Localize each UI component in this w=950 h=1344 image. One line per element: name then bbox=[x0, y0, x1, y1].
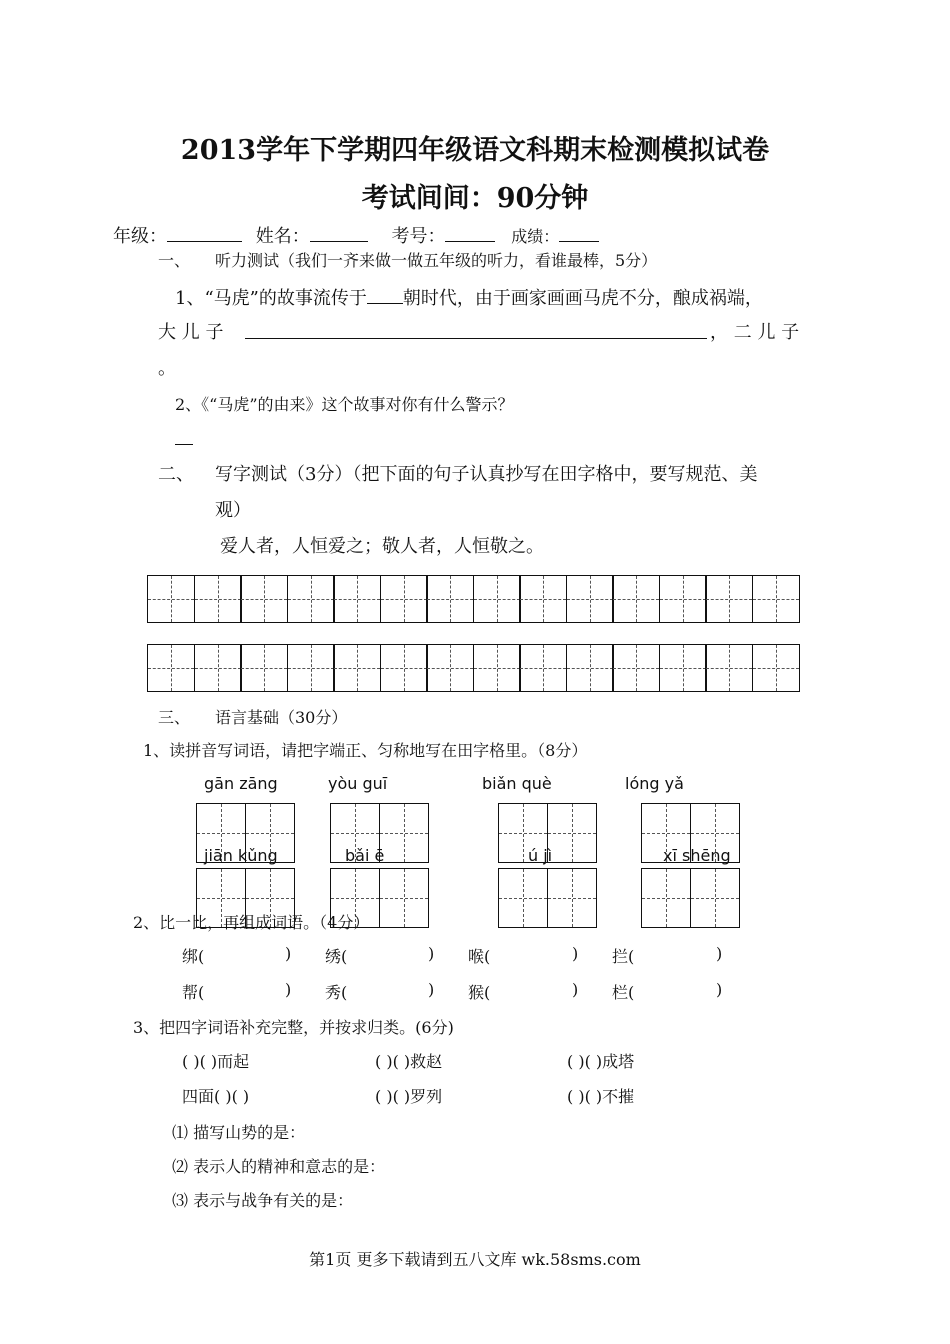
section2-number: 二、 bbox=[158, 464, 194, 485]
word-box-2[interactable] bbox=[330, 803, 427, 863]
student-info-row bbox=[113, 222, 599, 248]
word-box-7[interactable] bbox=[498, 868, 595, 928]
pinyin-1: gān zāng bbox=[204, 774, 278, 793]
idiom-1: ( )( )而起 bbox=[182, 1052, 250, 1071]
compare-close-1: ) bbox=[285, 944, 292, 963]
q3-sub-1: ⑴ 描写山势的是： bbox=[172, 1123, 306, 1142]
grade-field[interactable] bbox=[167, 223, 242, 242]
idiom-5: ( )( )罗列 bbox=[375, 1087, 443, 1106]
section1-q1-line1 bbox=[175, 284, 763, 310]
pinyin-5: jiān kǔng bbox=[204, 846, 278, 865]
section3-q3: 3、把四字词语补充完整，并按求归类。(6分) bbox=[133, 1018, 454, 1037]
name-field[interactable] bbox=[310, 223, 368, 242]
q2-answer-blank[interactable] bbox=[175, 444, 193, 445]
name-label: 姓名： bbox=[255, 226, 310, 247]
compare-char-8: 栏( bbox=[612, 983, 635, 1002]
q3-sub-2: ⑵ 表示人的精神和意志的是： bbox=[172, 1157, 386, 1176]
section2-heading: 写字测试（3分）（把下面的句子认真抄写在田字格中，要写规范、美 bbox=[215, 464, 758, 485]
compare-close-8: ) bbox=[716, 980, 723, 999]
eldest-son-blank[interactable] bbox=[245, 338, 707, 339]
page-footer: 第1页 更多下载请到五八文库 wk.58sms.com bbox=[309, 1250, 641, 1269]
score-label: 成绩： bbox=[511, 227, 560, 246]
pinyin-2: yòu guī bbox=[328, 774, 388, 793]
word-box-3[interactable] bbox=[498, 803, 595, 863]
word-box-4[interactable] bbox=[641, 803, 738, 863]
compare-close-4: ) bbox=[716, 944, 723, 963]
pinyin-4: lóng yǎ bbox=[625, 774, 684, 793]
idiom-6: ( )( )不摧 bbox=[567, 1087, 635, 1106]
section3-number: 三、 bbox=[158, 708, 191, 727]
pinyin-7: ú jì bbox=[528, 846, 553, 865]
q3-sub-3: ⑶ 表示与战争有关的是： bbox=[172, 1191, 354, 1210]
q1-text-d: ， 二 儿 子 bbox=[710, 322, 800, 343]
compare-char-1: 绑( bbox=[182, 947, 205, 966]
section2-heading-cont: 观） bbox=[215, 500, 251, 521]
exam-duration: 考试间间：90分钟 bbox=[361, 183, 589, 214]
compare-close-6: ) bbox=[428, 980, 435, 999]
page-title: 2013学年下学期四年级语文科期末检测模拟试卷 bbox=[180, 135, 770, 166]
compare-char-3: 喉( bbox=[468, 947, 491, 966]
compare-char-5: 帮( bbox=[182, 983, 205, 1002]
compare-char-6: 秀( bbox=[325, 983, 348, 1002]
compare-close-3: ) bbox=[572, 944, 579, 963]
section3-q1: 1、读拼音写词语，请把字端正、匀称地写在田字格里。（8分） bbox=[143, 741, 588, 760]
idiom-3: ( )( )成塔 bbox=[567, 1052, 635, 1071]
pinyin-6: bǎi ē bbox=[345, 846, 385, 865]
q1-text-c: 大 儿 子 bbox=[158, 322, 224, 343]
number-label: 考号： bbox=[391, 226, 446, 247]
dynasty-blank[interactable] bbox=[367, 285, 403, 304]
writing-grid-row-2[interactable] bbox=[147, 644, 798, 692]
writing-grid-row-1[interactable] bbox=[147, 575, 798, 623]
pinyin-8: xī shēng bbox=[663, 846, 731, 865]
word-box-1[interactable] bbox=[196, 803, 293, 863]
idiom-2: ( )( )救赵 bbox=[375, 1052, 443, 1071]
compare-char-4: 拦( bbox=[612, 947, 635, 966]
compare-close-7: ) bbox=[572, 980, 579, 999]
section1-q2: 2、《“马虎”的由来》这个故事对你有什么警示？ bbox=[175, 395, 514, 414]
pinyin-3: biǎn què bbox=[482, 774, 552, 793]
section3-heading: 语言基础（30分） bbox=[215, 708, 348, 727]
q1-text-a: 1、“马虎”的故事流传于 bbox=[175, 288, 367, 309]
q1-text-e: 。 bbox=[158, 358, 176, 379]
word-box-8[interactable] bbox=[641, 868, 738, 928]
idiom-4: 四面( )( ) bbox=[182, 1087, 250, 1106]
compare-char-7: 猴( bbox=[468, 983, 491, 1002]
q1-text-b: 朝时代，由于画家画画马虎不分，酿成祸端， bbox=[402, 288, 763, 309]
compare-char-2: 绣( bbox=[325, 947, 348, 966]
number-field[interactable] bbox=[445, 223, 495, 242]
grade-label: 年级： bbox=[113, 226, 167, 247]
score-field[interactable] bbox=[559, 223, 599, 242]
section1-number: 一、 bbox=[158, 251, 191, 270]
copy-sentence: 爱人者，人恒爱之；敬人者，人恒敬之。 bbox=[220, 536, 544, 557]
compare-close-5: ) bbox=[285, 980, 292, 999]
section3-q2: 2、比一比，再组成词语。（4分） bbox=[133, 913, 370, 932]
section1-heading: 听力测试（我们一齐来做一做五年级的听力，看谁最棒，5分） bbox=[215, 251, 658, 270]
compare-close-2: ) bbox=[428, 944, 435, 963]
